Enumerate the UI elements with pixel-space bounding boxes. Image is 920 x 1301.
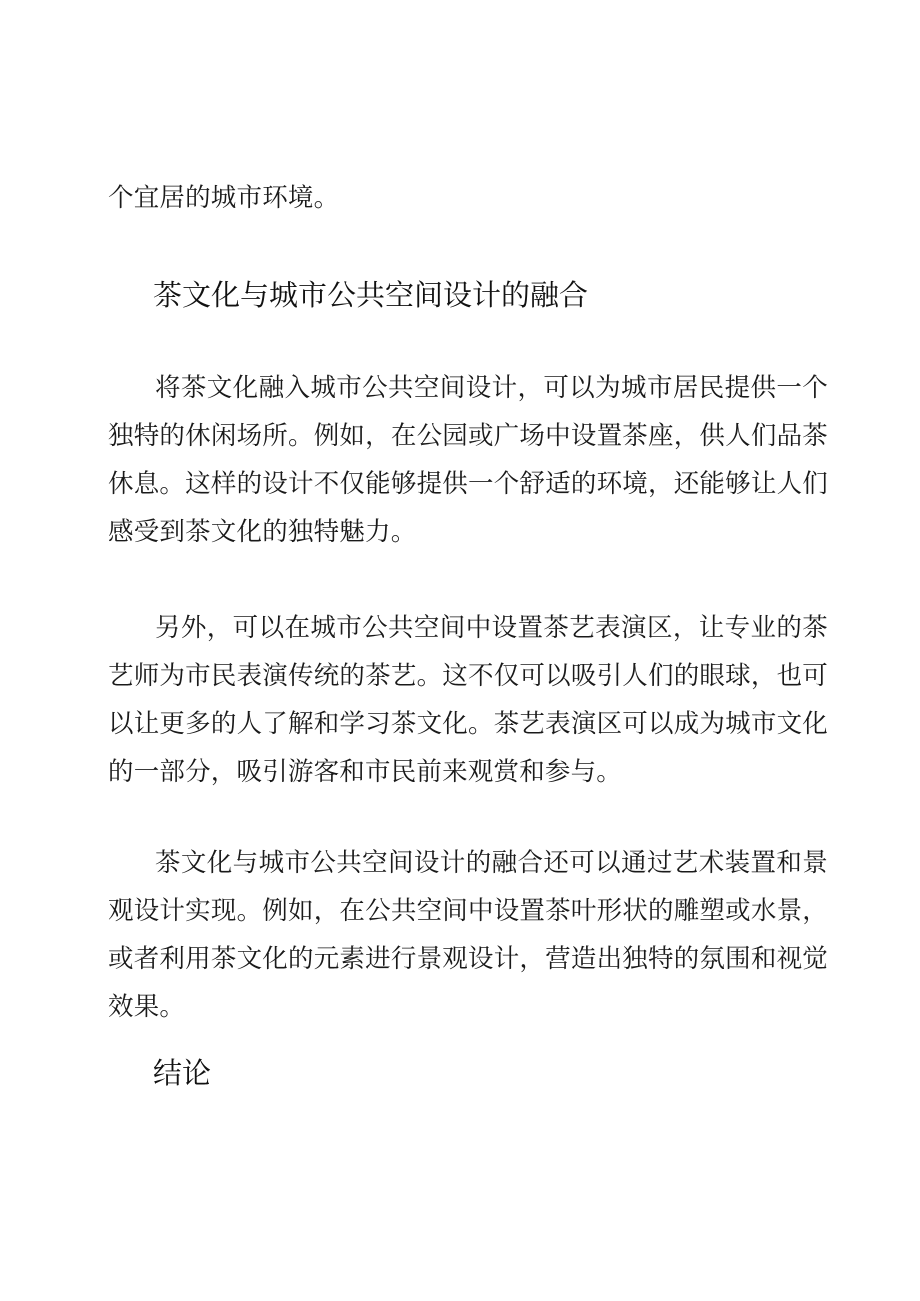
body-paragraph-3: 茶文化与城市公共空间设计的融合还可以通过艺术装置和景观设计实现。例如，在公共空间中设置茶叶形状的雕塑或水景，或者利用茶文化的元素进行景观设计，营造出独特的氛围和视觉效果。 — [108, 848, 828, 1022]
conclusion-heading: 结论 — [153, 1056, 212, 1090]
continuation-paragraph: 个宜居的城市环境。 — [108, 183, 340, 213]
section-heading: 茶文化与城市公共空间设计的融合 — [153, 278, 589, 312]
body-paragraph-1: 将茶文化融入城市公共空间设计，可以为城市居民提供一个独特的休闲场所。例如，在公园或广场中设置茶座，供人们品茶休息。这样的设计不仅能够提供一个舒适的环境，还能够让人们感受到茶文化的独特魅力。 — [108, 373, 828, 547]
body-paragraph-2: 另外，可以在城市公共空间中设置茶艺表演区，让专业的茶艺师为市民表演传统的茶艺。这不仅可以吸引人们的眼球，也可以让更多的人了解和学习茶文化。茶艺表演区可以成为城市文化的一部分，吸引游客和市民前来观赏和参与。 — [108, 613, 828, 787]
